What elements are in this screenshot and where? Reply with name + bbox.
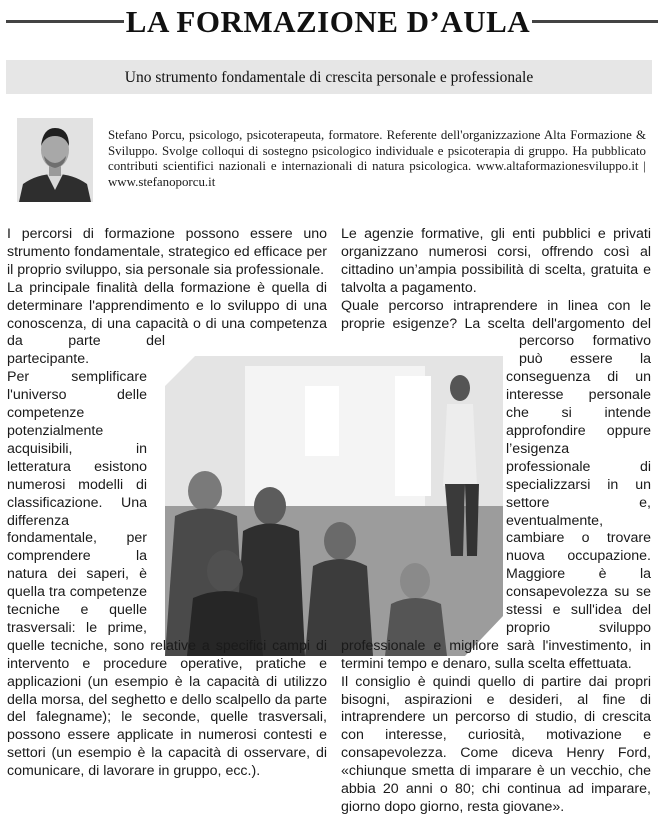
title-rule-right [532, 20, 658, 23]
article-right-paragraph-1: Le agenzie formative, gli enti pubblici e privati organizzano numerosi corsi, offrendo così al cittadino un’ampia possibilità di scelta, gratuita e talvolta a pagamento. [341, 226, 651, 296]
article-left-paragraph-3: Per semplificare l'universo delle competenze potenzialmente acquisibili, in letteratura esistono numerosi modelli di classificazione. Una differenza fondamentale, per comprendere la natura dei saperi, è quella tra competenze tecniche e quelle trasversali: le prime, quelle tecniche, sono relative a specifici campi di intervento e procedure operative, pratiche e applicazioni (un esempio è la capacità di utilizzo della morsa, del seghetto e dello scalpello da parte del falegname); le seconde, quelle trasversali, possono essere applicate in numerosi contesti e settori (un esempio è la capacità di osservare, di comunicare, di lavorare in gruppo, ecc.). [7, 369, 327, 780]
article-subtitle: Uno strumento fondamentale di crescita personale e professionale [124, 69, 534, 86]
title-rule-left [6, 20, 124, 23]
author-portrait [17, 118, 93, 202]
article-left-paragraph-2: La principale finalità della formazione è quella di determinare l'apprendimento e lo sviluppo di una conoscenza, di una capacità o di una competenza da parte del partecipante. [7, 279, 327, 368]
article-column-right [341, 226, 651, 817]
article-left-paragraph-1: I percorsi di formazione possono essere uno strumento fondamentale, strategico ed efficace per il proprio sviluppo, sia personale sia professionale. [7, 226, 327, 278]
article-right-paragraph-3: Il consiglio è quindi quello di partire dai propri bisogni, aspirazioni e desideri, al fine di intraprendere un percorso di studio, di crescita con interesse, curiosità, motivazione e consapevolezza. Come diceva Henry Ford, «chiunque smetta di imparare è un vecchio, che abbia 20 anni o 80; chi continua ad imparare, giorno dopo giorno, resta giovane». [341, 673, 651, 815]
author-bio: Stefano Porcu, psicologo, psicoterapeuta, formatore. Referente dell'organizzazione Alta Formazione & Sviluppo. Svolge colloqui di sostegno psicologico individuale e psicoterapia di gruppo. Ha pubblicato contributi scientifici nazionali e internazionali di natura psicologica. www.altaformazionesviluppo.it | www.stefanoporcu.it [108, 128, 646, 189]
article-title: LA FORMAZIONE D’AULA [125, 4, 531, 39]
article-column-left [7, 226, 327, 781]
article-right-paragraph-2: Quale percorso intraprendere in linea con le proprie esigenze? La scelta dell'argomento del percorso formativo può essere la conseguenza di un interesse personale che si intende approfondire oppure l’esigenza professionale di specializzarsi in un settore e, eventualmente, cambiare o trovare nuova occupazione. Maggiore è la consapevolezza su se stessi e sull'idea del proprio sviluppo professionale e migliore sarà l'investimento, in termini tempo e denaro, sulla scelta effettuata. [341, 297, 651, 672]
